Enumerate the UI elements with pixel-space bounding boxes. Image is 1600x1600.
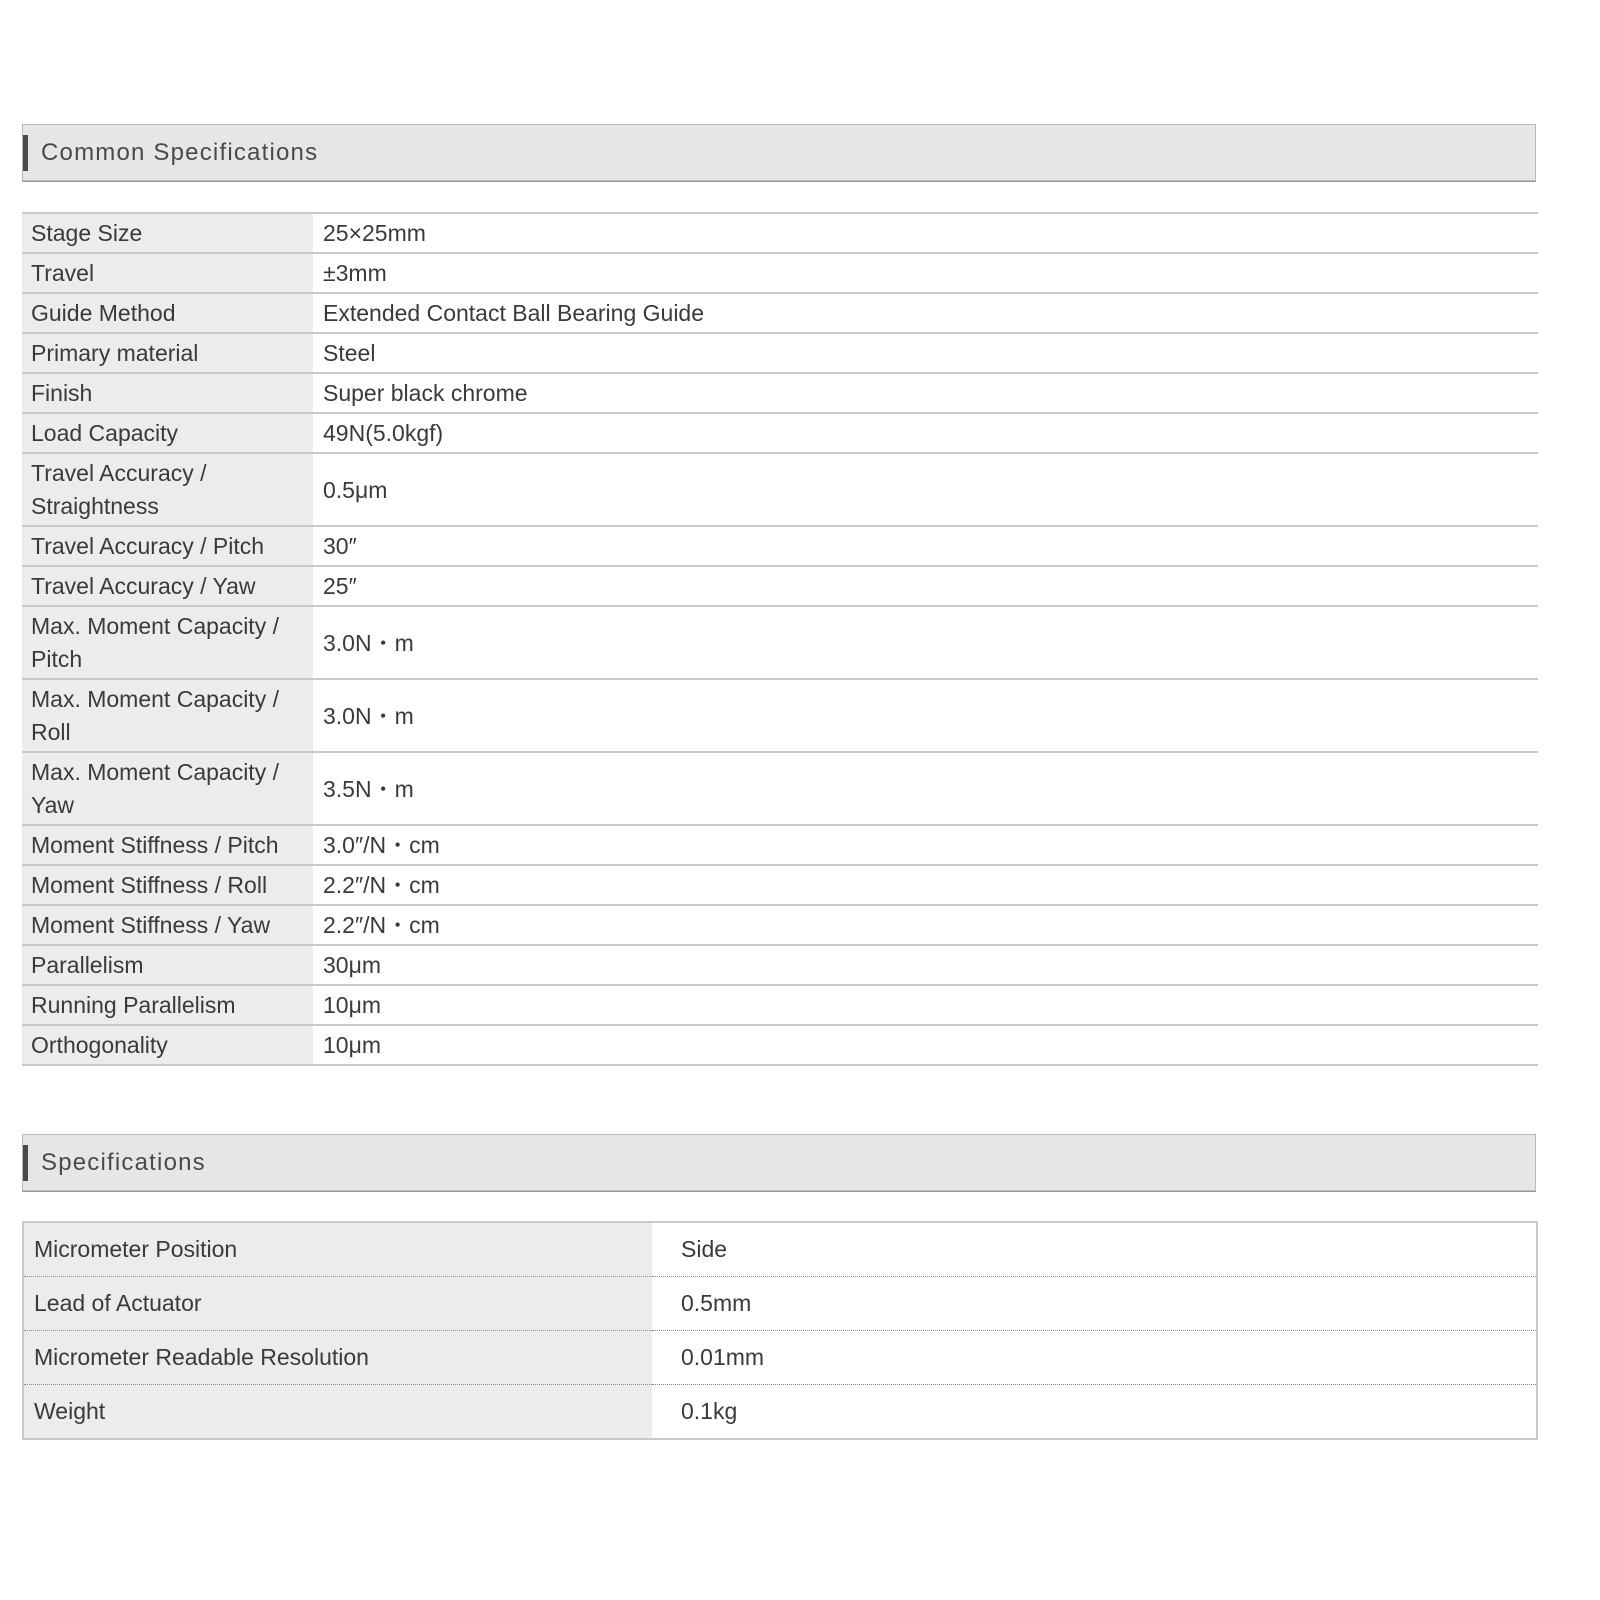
table-row (22, 213, 1538, 253)
table-row (22, 1025, 1538, 1065)
table-row (22, 985, 1538, 1025)
spec-label: Orthogonality (22, 1025, 313, 1065)
spec-label: Travel Accuracy / Pitch (22, 526, 313, 566)
spec-value: Super black chrome (313, 373, 1538, 413)
spec-value: 3.0N・m (313, 606, 1538, 679)
spec-label: Micrometer Readable Resolution (23, 1331, 652, 1385)
table-row (22, 453, 1538, 526)
spec-value: 0.5μm (313, 453, 1538, 526)
spec-value: 0.5mm (652, 1277, 1537, 1331)
table-row (23, 1277, 1537, 1331)
spec-value: 0.01mm (652, 1331, 1537, 1385)
spec-label: Travel Accuracy / Straightness (22, 453, 313, 526)
section-title: Common Specifications (41, 139, 319, 166)
table-row (22, 566, 1538, 606)
spec-label: Load Capacity (22, 413, 313, 453)
spec-value: Extended Contact Ball Bearing Guide (313, 293, 1538, 333)
table-row (22, 606, 1538, 679)
spec-label: Moment Stiffness / Roll (22, 865, 313, 905)
spec-value: 3.0″/N・cm (313, 825, 1538, 865)
spec-label: Micrometer Position (23, 1222, 652, 1277)
spec-value: 0.1kg (652, 1385, 1537, 1440)
spec-label: Max. Moment Capacity / Yaw (22, 752, 313, 825)
table-row (22, 865, 1538, 905)
spec-label: Max. Moment Capacity / Roll (22, 679, 313, 752)
spec-value: 30μm (313, 945, 1538, 985)
spec-label: Travel (22, 253, 313, 293)
spec-value: Steel (313, 333, 1538, 373)
table-row (23, 1331, 1537, 1385)
spec-value: 3.0N・m (313, 679, 1538, 752)
table-row (22, 679, 1538, 752)
table-row (22, 333, 1538, 373)
table-row (22, 526, 1538, 566)
common-specifications-header (22, 124, 1536, 181)
spec-label: Travel Accuracy / Yaw (22, 566, 313, 606)
spec-value: 10μm (313, 985, 1538, 1025)
spec-value: 25″ (313, 566, 1538, 606)
table-row (22, 945, 1538, 985)
spec-label: Lead of Actuator (23, 1277, 652, 1331)
spec-value: ±3mm (313, 253, 1538, 293)
section-title: Specifications (41, 1149, 206, 1176)
spec-label: Parallelism (22, 945, 313, 985)
table-row (22, 293, 1538, 333)
spec-label: Running Parallelism (22, 985, 313, 1025)
spec-value: 2.2″/N・cm (313, 865, 1538, 905)
spec-value: 30″ (313, 526, 1538, 566)
table-row (22, 373, 1538, 413)
spec-value: 49N(5.0kgf) (313, 413, 1538, 453)
spec-value: 25×25mm (313, 213, 1538, 253)
table-row (22, 253, 1538, 293)
specifications-table (22, 1221, 1538, 1440)
spec-label: Finish (22, 373, 313, 413)
spec-value: 10μm (313, 1025, 1538, 1065)
table-row (22, 752, 1538, 825)
spec-label: Guide Method (22, 293, 313, 333)
spec-value: Side (652, 1222, 1537, 1277)
spec-value: 2.2″/N・cm (313, 905, 1538, 945)
table-row (23, 1222, 1537, 1277)
table-row (23, 1385, 1537, 1440)
spec-label: Weight (23, 1385, 652, 1440)
table-row (22, 825, 1538, 865)
spec-label: Primary material (22, 333, 313, 373)
common-specifications-table (22, 212, 1538, 1066)
spec-label: Max. Moment Capacity / Pitch (22, 606, 313, 679)
spec-label: Stage Size (22, 213, 313, 253)
spec-label: Moment Stiffness / Pitch (22, 825, 313, 865)
table-row (22, 413, 1538, 453)
spec-value: 3.5N・m (313, 752, 1538, 825)
table-row (22, 905, 1538, 945)
specifications-header (22, 1134, 1536, 1191)
spec-label: Moment Stiffness / Yaw (22, 905, 313, 945)
